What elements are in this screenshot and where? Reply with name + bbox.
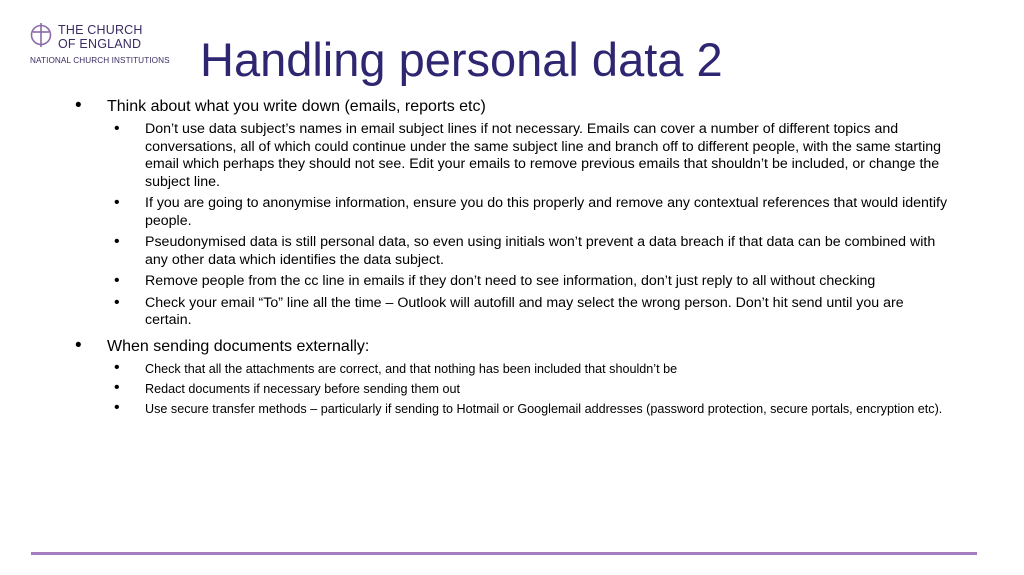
main-bullet-text: • Think about what you write down (emails, reports etc) xyxy=(107,98,486,115)
sub-bullet: • Pseudonymised data is still personal data, so even using initials won’t prevent a data breach if that data can be combined with any other data which identifies the data subject. xyxy=(107,234,950,269)
sub-bullet: • Don’t use data subject’s names in email subject lines if not necessary. Emails can cover a number of different topics and conversations, all of which could continue under the same subject line and branch off to different people, with the same starting email which perhaps they should not see. Edit your emails to remove previous emails that shouldn’t be included, or change the subject line. xyxy=(107,121,950,191)
sub-bullet: • Check your email “To” line all the time – Outlook will autofill and may select the wrong person. Don’t hit send until you are certain. xyxy=(107,295,950,330)
logo-subtitle: NATIONAL CHURCH INSTITUTIONS xyxy=(30,56,170,65)
logo-text-line1: THE CHURCH xyxy=(58,23,143,37)
sub-bullet: • Remove people from the cc line in emails if they don’t need to see information, don’t just reply to all without checking xyxy=(107,273,950,291)
main-bullet xyxy=(70,97,950,330)
church-of-england-logo xyxy=(30,22,180,68)
slide-content xyxy=(70,97,950,421)
sub-bullet: • Redact documents if necessary before sending them out xyxy=(107,381,950,397)
main-bullet-text: • When sending documents externally: xyxy=(107,337,370,355)
footer-divider xyxy=(31,552,977,555)
church-cross-logo-icon xyxy=(30,22,54,48)
logo-text-line2: OF ENGLAND xyxy=(58,37,142,51)
sub-bullet-list xyxy=(107,121,950,330)
slide-title: Handling personal data 2 xyxy=(200,33,723,86)
sub-bullet: • Use secure transfer methods – particularly if sending to Hotmail or Googlemail addresses (password protection, secure portals, encryption etc). xyxy=(107,401,950,417)
main-bullet xyxy=(70,337,950,417)
main-bullet-list xyxy=(70,97,950,417)
sub-bullet-list xyxy=(107,361,950,417)
sub-bullet: • Check that all the attachments are correct, and that nothing has been included that shouldn’t be xyxy=(107,361,950,377)
sub-bullet: • If you are going to anonymise information, ensure you do this properly and remove any contextual references that would identify people. xyxy=(107,195,950,230)
